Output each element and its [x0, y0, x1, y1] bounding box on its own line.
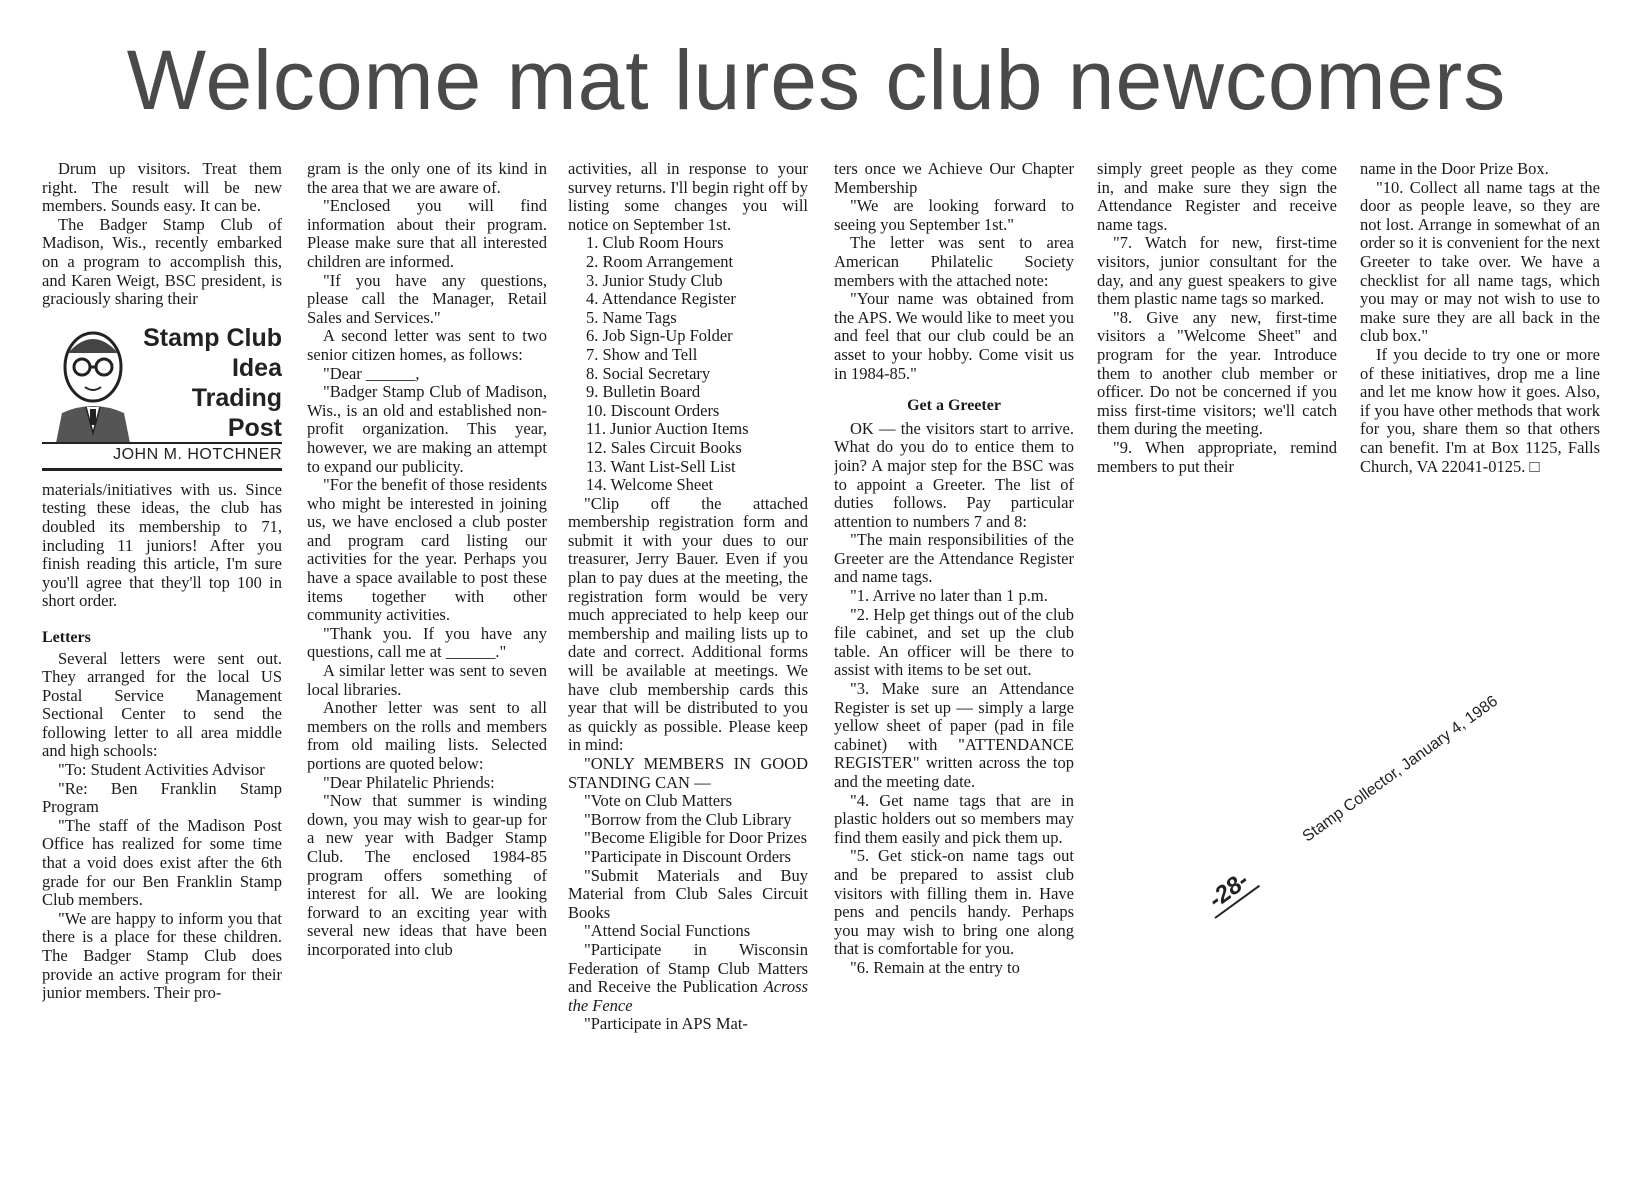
article-column-4	[834, 160, 1074, 1190]
paragraph: "2. Help get things out of the club file cabinet, and set up the club table. An officer will be there to assist with items to be set out.	[834, 604, 1074, 680]
paragraph: activities, all in response to your survey returns. I'll begin right off by listing some changes you will notice on September 1st.	[568, 160, 808, 234]
paragraph: gram is the only one of its kind in the area that we are aware of.	[307, 160, 547, 197]
paragraph: OK — the visitors start to arrive. What do you do to entice them to join? A major step for the BSC was to appoint a Greeter. The list of duties follows. Pay particular attention to numbers 7 and 8:	[834, 418, 1074, 531]
list-item: 5. Name Tags	[586, 307, 677, 327]
paragraph: Several letters were sent out. They arranged for the local US Postal Service Management Sectional Center to send the following letter to all area middle and high schools:	[42, 648, 282, 761]
paragraph: "1. Arrive no later than 1 p.m.	[850, 586, 1048, 606]
list-item: 4. Attendance Register	[586, 289, 736, 309]
list-item: 9. Bulletin Board	[586, 382, 701, 402]
logo-line: Post	[227, 413, 282, 442]
paragraph: simply greet people as they come in, and make sure they sign the Attendance Register and receive name tags.	[1097, 160, 1337, 234]
publication-source: Stamp Collector, January 4, 1986	[1299, 692, 1502, 846]
subheading: Get a Greeter	[907, 397, 1001, 415]
list-item: 3. Junior Study Club	[586, 270, 723, 290]
logo-line: Idea	[231, 353, 282, 382]
list-item: 7. Show and Tell	[586, 344, 698, 364]
paragraph: materials/initiatives with us. Since testing these ideas, the club has doubled its membership to 71, including 11 juniors! After you finish reading this article, I'm sure you'll agree that they'll top 100 in short order.	[42, 479, 282, 611]
paragraph: "We are looking forward to seeing you September 1st."	[834, 196, 1074, 234]
article-column-3	[568, 160, 808, 1190]
paragraph: The letter was sent to area American Philatelic Society members with the attached note:	[834, 233, 1074, 290]
article-column-2	[307, 160, 547, 1190]
paragraph: The Badger Stamp Club of Madison, Wis., recently embarked on a program to accomplish this, and Karen Weigt, BSC president, is graciously sharing their	[42, 214, 282, 309]
paragraph: Drum up visitors. Treat them right. The result will be new members. Sounds easy. It can be.	[42, 160, 282, 216]
list-item: 6. Job Sign-Up Folder	[586, 326, 733, 346]
paragraph: "Re: Ben Franklin Stamp Program	[42, 778, 282, 817]
headline: Welcome mat lures club newcomers	[126, 33, 1507, 127]
column-logo-title	[132, 323, 282, 443]
author-byline: JOHN M. HOTCHNER	[42, 442, 282, 471]
paragraph: "Participate in APS Mat-	[584, 1014, 748, 1034]
page-number: -28-	[1199, 863, 1260, 919]
paragraph: "3. Make sure an Attendance Register is set up — simply a large yellow sheet of paper (pad in file cabinet) with "ATTENDANCE REGISTER" written across the top and the meeting date.	[834, 679, 1074, 791]
paragraph: "Become Eligible for Door Prizes	[584, 828, 808, 848]
paragraph: A second letter was sent to two senior citizen homes, as follows:	[307, 326, 547, 364]
paragraph: "8. Give any new, first-time visitors a "Welcome Sheet" and program for the year. Introduce them to another club member or officer. Do not be concerned if you miss first-time visitors; we'll catch them during the meeting.	[1097, 307, 1337, 439]
paragraph: Another letter was sent to all members on the rolls and members from old mailing lists. Selected portions are quoted below:	[307, 698, 547, 773]
paragraph: "If you have any questions, please call the Manager, Retail Sales and Services."	[307, 270, 547, 327]
author-portrait-icon	[48, 323, 138, 443]
paragraph: If you decide to try one or more of these initiatives, drop me a line and let me know how it goes. Also, if you have other methods that work for you, share them so that others can benefit. I'm at Box 1125, Falls Church, VA 22041-0125. □	[1360, 344, 1600, 476]
paragraph: "Now that summer is winding down, you may wish to gear-up for a new year with Badger Stamp Club. The enclosed 1984-85 program offers something of interest for all. We are looking forward to an exciting year with several new ideas that have been incorporated into club	[307, 791, 547, 959]
paragraph: "7. Watch for new, first-time visitors, junior consultant for the day, and any guest speakers to give them plastic name tags so marked.	[1097, 233, 1337, 309]
paragraph: "4. Get name tags that are in plastic holders out so members may find them easily and pick them up.	[834, 790, 1074, 847]
list-item: 10. Discount Orders	[586, 400, 720, 420]
logo-line: Trading	[191, 383, 282, 412]
paragraph: "Your name was obtained from the APS. We would like to meet you and feel that our club could be an asset to your hobby. Come visit us in 1984-85."	[834, 289, 1074, 383]
list-item: 11. Junior Auction Items	[586, 419, 749, 439]
paragraph: "Dear ______,	[323, 363, 420, 383]
column-logo	[42, 323, 282, 471]
paragraph: A similar letter was sent to seven local libraries.	[307, 661, 547, 699]
article-column-6	[1360, 160, 1600, 1190]
paragraph: "To: Student Activities Advisor	[58, 760, 265, 780]
subheading: Letters	[42, 628, 91, 646]
paragraph: "5. Get stick-on name tags out and be prepared to assist club visitors with filling them in. Have pens and pencils handy. Perhaps you may wish to bring one along that is comfortable for you.	[834, 846, 1074, 959]
paragraph: "Attend Social Functions	[584, 921, 751, 941]
list-item: 12. Sales Circuit Books	[586, 437, 742, 457]
paragraph: "Enclosed you will find information about their program. Please make sure that all interested children are informed.	[307, 196, 547, 271]
paragraph	[568, 941, 808, 1015]
paragraph: "The staff of the Madison Post Office has realized for some time that a void does exist after the 6th grade for our Ben Franklin Stamp Club members.	[42, 815, 282, 910]
list-item: 1. Club Room Hours	[586, 233, 724, 253]
text-span: "Participate in Wisconsin Federation of Stamp Club Matters and Receive the Publication	[568, 939, 808, 997]
paragraph: "ONLY MEMBERS IN GOOD STANDING CAN —	[568, 754, 808, 792]
paragraph: "9. When appropriate, remind members to put their	[1097, 437, 1337, 476]
paragraph: "6. Remain at the entry to	[850, 957, 1020, 977]
paragraph: "Dear Philatelic Phriends:	[323, 772, 495, 792]
paragraph: "Clip off the attached membership registration form and submit it with your dues to our treasurer, Jerry Bauer. Even if you plan to pay dues at the meeting, the registration form would be very much appreciated to help keep our membership and mailing lists up to date and correct. Additional forms will be available at meetings. We have club membership cards this year that will be distributed to you as quickly as possible. Please keep in mind:	[568, 493, 808, 755]
paragraph: "Participate in Discount Orders	[584, 846, 791, 866]
paragraph: "For the benefit of those residents who might be interested in joining us, we have enclosed a club poster and program card listing our activities for the year. Perhaps you have a space available to post these items together with other community activities.	[307, 475, 547, 625]
paragraph: "Borrow from the Club Library	[584, 809, 792, 829]
paragraph: "We are happy to inform you that there is a place for these children. The Badger Stamp Club does provide an active program for their junior members. Their pro-	[42, 908, 282, 1003]
paragraph: ters once we Achieve Our Chapter Membership	[834, 160, 1074, 197]
paragraph: "Thank you. If you have any questions, call me at ______."	[307, 623, 547, 662]
list-item: 13. Want List-Sell List	[586, 456, 736, 476]
logo-line: Stamp Club	[143, 323, 282, 352]
article-column-1	[42, 160, 282, 1190]
paragraph: "Badger Stamp Club of Madison, Wis., is an old and established non-profit organization. This year, however, we are making an attempt to expand our publicity.	[307, 382, 547, 476]
paragraph: name in the Door Prize Box.	[1360, 160, 1549, 178]
paragraph: "Submit Materials and Buy Material from Club Sales Circuit Books	[568, 865, 808, 922]
article-column-5	[1097, 160, 1337, 1190]
paragraph: "10. Collect all name tags at the door as people leave, so they are not lost. Arrange in somewhat of an order so it is convenient for the next Greeter to take over. We have a checklist for all name tags, which you may or may not wish to use to make sure they are all back in the club box."	[1360, 177, 1600, 346]
list-item: 2. Room Arrangement	[586, 251, 734, 271]
list-item: 8. Social Secretary	[586, 363, 711, 383]
paragraph: "Vote on Club Matters	[584, 791, 733, 811]
paragraph: "The main responsibilities of the Greeter are the Attendance Register and name tags.	[834, 530, 1074, 587]
list-item: 14. Welcome Sheet	[586, 475, 714, 495]
publication-title: Across the Fence	[568, 977, 808, 1015]
